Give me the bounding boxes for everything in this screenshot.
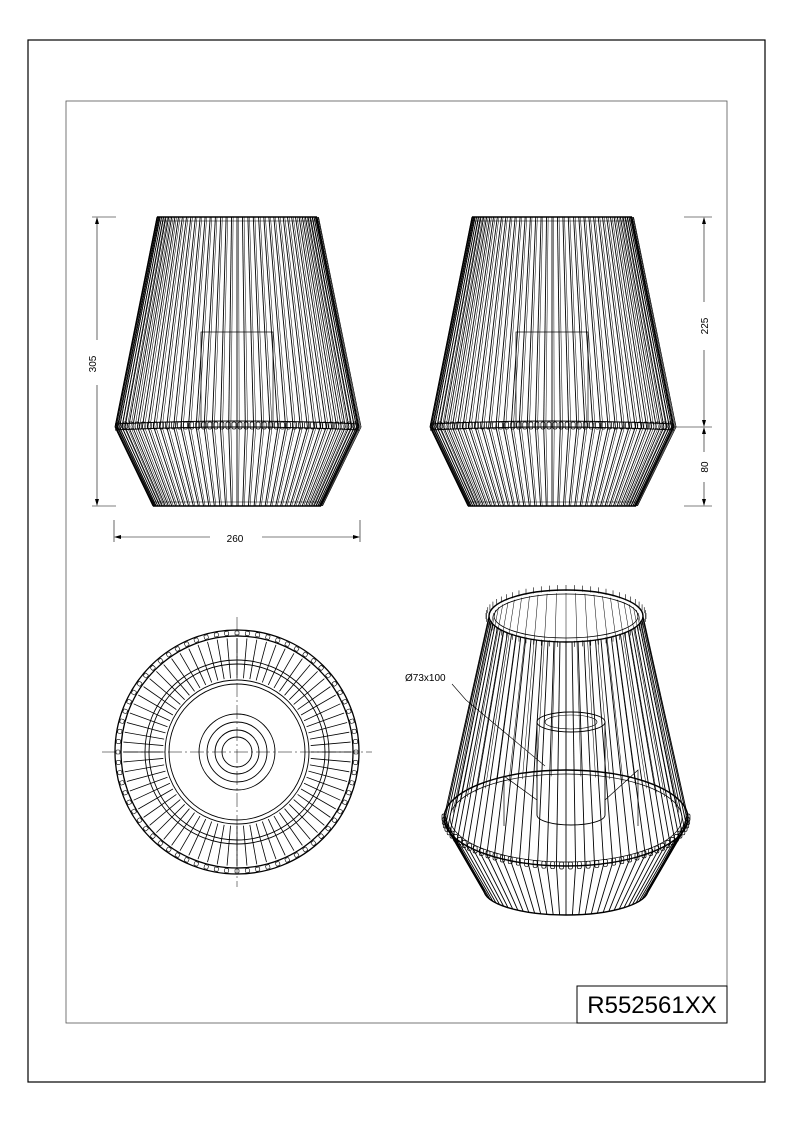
side-view-drawing [430, 217, 676, 506]
dim-305-label: 305 [88, 355, 99, 373]
insert-size-label: Ø73x100 [405, 673, 446, 684]
outer-frame [28, 40, 765, 1082]
dim-225-label: 225 [700, 317, 711, 335]
dim-260-label: 260 [226, 534, 244, 545]
top-view-drawing [102, 617, 372, 887]
front-view-drawing [115, 217, 361, 506]
product-code: R552561XX [587, 992, 717, 1019]
perspective-view-drawing [442, 585, 690, 915]
dim-80-label: 80 [700, 461, 711, 473]
